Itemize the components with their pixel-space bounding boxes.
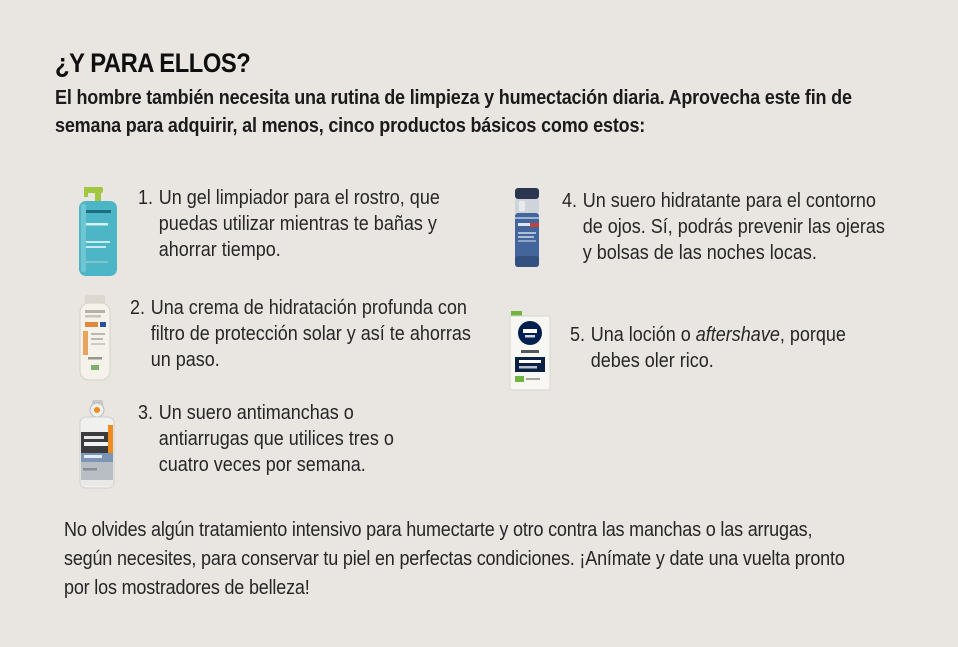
- item-text-italic: aftershave: [695, 324, 780, 346]
- white-sunscreen-bottle-icon: [74, 293, 116, 383]
- list-item: [504, 310, 933, 394]
- teal-pump-bottle-icon: [72, 183, 124, 279]
- list-item: [72, 183, 526, 279]
- item-number: 3.: [138, 402, 154, 424]
- item-number: 1.: [138, 187, 154, 209]
- list-item-text-block: [138, 185, 487, 263]
- list-item: [506, 186, 933, 270]
- aftershave-box-icon: [504, 310, 556, 394]
- list-item: [74, 293, 513, 383]
- item-text: Un suero antimanchas o antiarrugas que utilices tres o cuatro veces por semana.: [158, 402, 394, 476]
- item-text: Una crema de hidratación profunda con filtro de protección solar y así te ahorras un paso.: [150, 297, 471, 371]
- silver-serum-bottle-icon: [70, 398, 124, 490]
- item-number: 2.: [130, 297, 146, 319]
- anti-spot-serum-bottle-image: [70, 398, 124, 490]
- eye-serum-bottle-image: [506, 186, 548, 270]
- item-text: Un suero hidratante para el contorno de ojos. Sí, podrás prevenir las ojeras y bolsas de las noches locas.: [582, 190, 885, 264]
- item-text: [591, 322, 897, 374]
- list-item-text-block: [130, 295, 475, 373]
- item-number: 4.: [562, 190, 578, 212]
- cleansing-gel-bottle-image: [72, 183, 124, 279]
- blue-eye-serum-bottle-icon: [506, 186, 548, 270]
- list-item: [70, 398, 451, 490]
- list-item-text-block: [562, 188, 896, 266]
- item-text-after: , porque debes oler rico.: [590, 324, 846, 372]
- item-text: Un gel limpiador para el rostro, que puedas utilizar mientras te bañas y ahorrar tiempo.: [158, 187, 440, 261]
- article-outro: No olvides algún tratamiento intensivo para humectarte y otro contra las manchas o las arrugas, según necesites, para conservar tu piel en perfectas condiciones. ¡Anímate y date una vuelta pronto por los mostradores de belleza!: [64, 519, 845, 599]
- item-text-before: Una loción o: [590, 324, 696, 346]
- item-number: 5.: [570, 324, 586, 346]
- list-item-text-block: [570, 322, 897, 374]
- list-item-text-block: [138, 400, 420, 478]
- sunscreen-bottle-image: [74, 293, 116, 383]
- page-title: ¿Y PARA ELLOS?: [55, 48, 251, 78]
- article-intro: El hombre también necesita una rutina de limpieza y humectación diaria. Aprovecha este fin de semana para adquirir, al menos, cinco productos básicos como estos:: [55, 87, 852, 137]
- aftershave-balm-box-image: [504, 310, 556, 394]
